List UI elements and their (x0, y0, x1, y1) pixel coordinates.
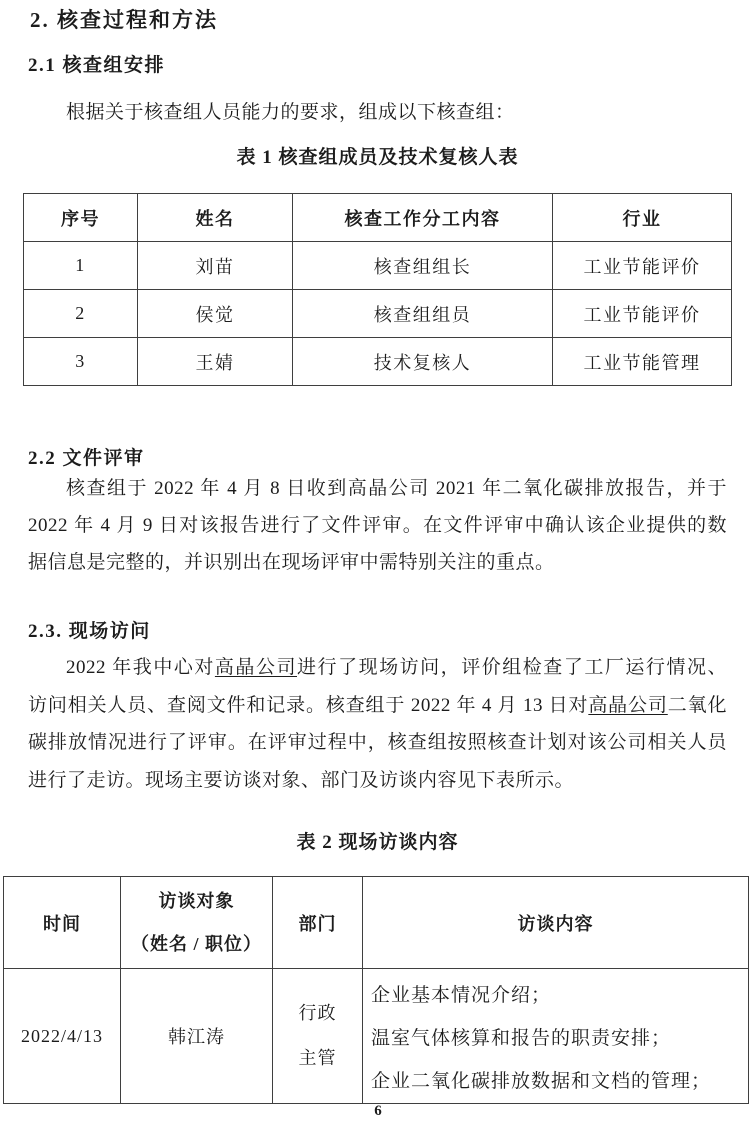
table2-header-target-line1: 访谈对象 (158, 890, 235, 911)
table1-cell: 工业节能管理 (553, 338, 732, 386)
text-segment: 据信息是完整的，并识别出在现场评审中需特别关注的重点。 (28, 552, 555, 573)
section-heading-2-3: 2.3. 现场访问 (28, 621, 151, 642)
section-heading-2-1: 2.1 核查组安排 (28, 55, 166, 76)
text-segment: 2022 年我中心对 (66, 657, 215, 678)
table1-header-industry: 行业 (553, 194, 732, 242)
table1-header-role: 核查工作分工内容 (293, 194, 553, 242)
paragraph-line (28, 544, 727, 581)
table1-cell: 侯觉 (138, 290, 293, 338)
table2-header-content: 访谈内容 (363, 877, 749, 969)
table2-caption: 表 2 现场访谈内容 (296, 832, 459, 853)
page-number: 6 (374, 1103, 382, 1119)
interview-content-line: 企业基本情况介绍； (371, 985, 552, 1006)
paragraph-line (28, 724, 727, 762)
table1-cell: 核查组组员 (293, 290, 553, 338)
paragraph-line (28, 649, 727, 687)
paragraph-2-2 (28, 470, 727, 581)
table1-header-name: 姓名 (138, 194, 293, 242)
table2-header-time: 时间 (4, 877, 121, 969)
interview-date-cell: 2022/4/13 (4, 969, 121, 1104)
table2-header-dept: 部门 (273, 877, 363, 969)
table2-header-row (4, 877, 749, 969)
department-line: 主管 (298, 1048, 337, 1068)
paragraph-2-1 (28, 94, 727, 131)
table1-row (24, 242, 732, 290)
table1-caption: 表 1 核查组成员及技术复核人表 (236, 147, 519, 168)
table1-cell: 1 (24, 242, 138, 290)
table1-row (24, 290, 732, 338)
interview-content-cell (363, 969, 749, 1104)
table1-cell: 工业节能评价 (553, 290, 732, 338)
table1-cell: 王婧 (138, 338, 293, 386)
text-segment: 二氧化 (667, 694, 727, 716)
paragraph-line (28, 94, 727, 131)
company-name-underlined: 高晶公司 (588, 694, 668, 716)
table1-cell: 技术复核人 (293, 338, 553, 386)
table1-header-index: 序号 (24, 194, 138, 242)
paragraph-line (28, 687, 727, 725)
text-segment: 进行了走访。现场主要访谈对象、部门及访谈内容见下表所示。 (28, 769, 575, 791)
table1-cell: 3 (24, 338, 138, 386)
paragraph-line (28, 470, 727, 507)
table1-cell: 核查组组长 (293, 242, 553, 290)
table1-cell: 工业节能评价 (553, 242, 732, 290)
interview-content-line: 温室气体核算和报告的职责安排； (371, 1028, 672, 1049)
table2-header-target (121, 877, 273, 969)
table1-cell: 刘苗 (138, 242, 293, 290)
interview-table (3, 876, 749, 1104)
department-line: 行政 (298, 1003, 337, 1023)
table2-header-target-line2: （姓名 / 职位） (130, 933, 262, 954)
section-heading-2-2: 2.2 文件评审 (28, 448, 145, 469)
paragraph-line (28, 507, 727, 544)
table2-data-row (4, 969, 749, 1104)
text-segment: 访问相关人员、查阅文件和记录。核查组于 2022 年 4 月 13 日对 (28, 694, 589, 716)
interview-content-line: 企业二氧化碳排放数据和文档的管理； (371, 1071, 712, 1092)
company-name-underlined: 高晶公司 (214, 657, 298, 678)
text-segment: 碳排放情况进行了评审。在评审过程中，核查组按照核查计划对该公司相关人员 (28, 732, 727, 753)
table1-row (24, 338, 732, 386)
text-segment: 进行了现场访问，评价组检查了工厂运行情况、 (297, 657, 727, 678)
table1-body (24, 242, 732, 386)
text-segment: 根据关于核查组人员能力的要求，组成以下核查组： (66, 102, 515, 123)
table1-cell: 2 (24, 290, 138, 338)
interviewee-name-cell: 韩江涛 (121, 969, 273, 1104)
text-segment: 核查组于 2022 年 4 月 8 日收到高晶公司 2021 年二氧化碳排放报告，并于 (66, 478, 727, 499)
department-cell (273, 969, 363, 1104)
paragraph-2-3 (28, 649, 727, 799)
verification-team-table (23, 193, 732, 386)
section-heading-2: 2. 核查过程和方法 (30, 8, 218, 32)
text-segment: 2022 年 4 月 9 日对该报告进行了文件评审。在文件评审中确认该企业提供的数 (28, 515, 727, 536)
table1-header-row (24, 194, 732, 242)
paragraph-line (28, 762, 727, 800)
